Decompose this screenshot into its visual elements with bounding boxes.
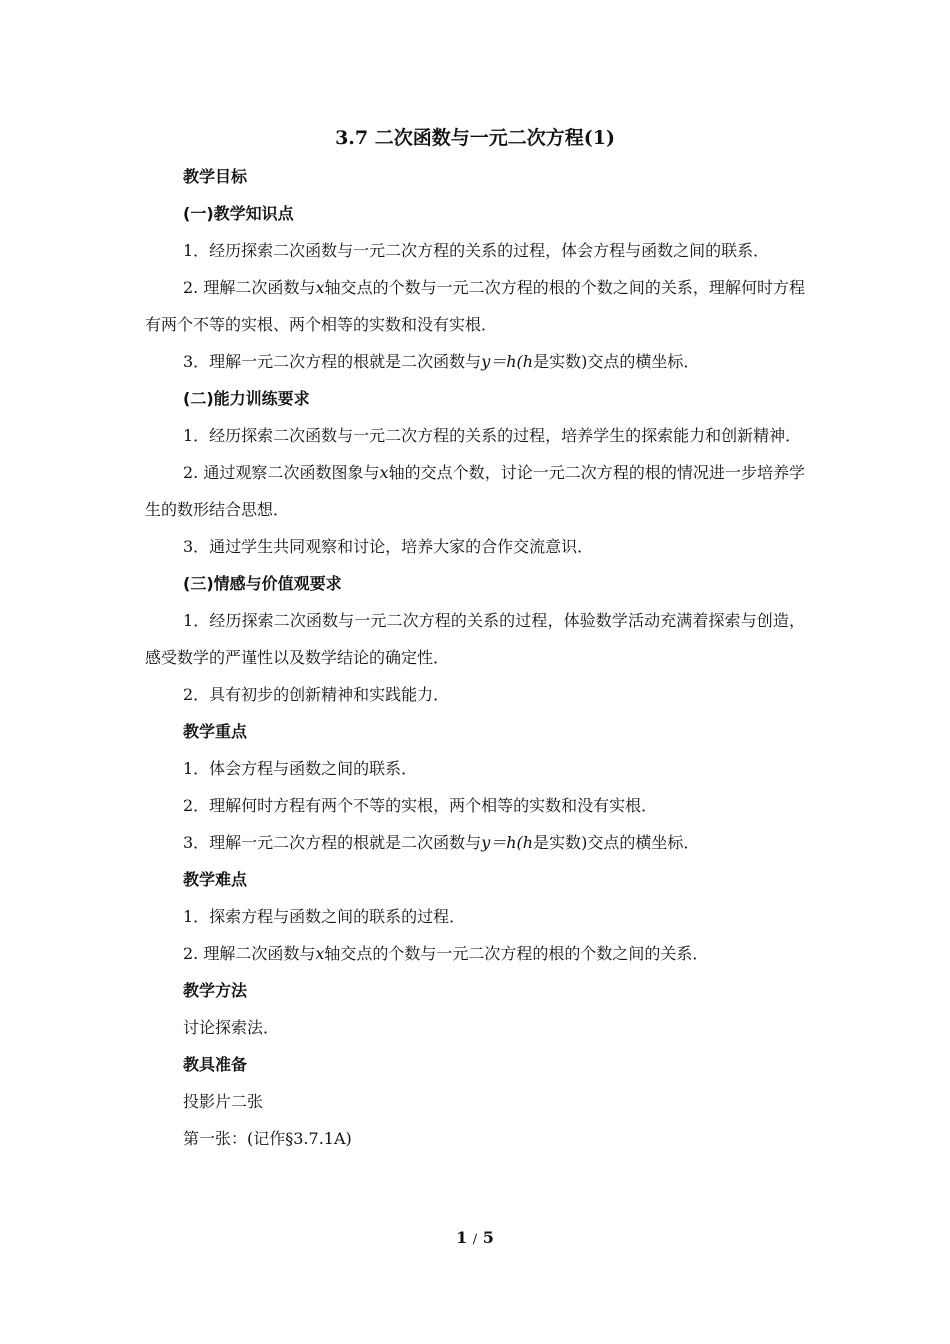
knowledge-item-2	[145, 269, 805, 343]
emotion-item-1: 1．经历探索二次函数与一元二次方程的关系的过程，体验数学活动充满着探索与创造，感受数学的严谨性以及数学结论的确定性．	[145, 611, 805, 667]
difficulty-heading: 教学难点	[183, 870, 248, 889]
keypoints-item-3-text-a: 3．理解一元二次方程的根就是二次函数与	[183, 833, 482, 852]
page-title: 3.7 二次函数与一元二次方程(1)	[335, 127, 615, 149]
ability-item-2-variable: x	[379, 463, 389, 482]
knowledge-item-3	[145, 343, 805, 380]
keypoints-item-3-equation: y＝h(h	[481, 833, 534, 852]
keypoints-item-2: 2．理解何时方程有两个不等的实根，两个相等的实数和没有实根．	[183, 796, 658, 815]
emotion-item-2: 2．具有初步的创新精神和实践能力．	[183, 685, 450, 704]
keypoints-item-3	[145, 824, 805, 861]
knowledge-item-3-equation: y＝h(h	[481, 352, 534, 371]
knowledge-item-2-variable: x	[315, 278, 325, 297]
emotion-heading: (三)情感与价值观要求	[183, 574, 342, 593]
knowledge-item-2-text-a: 2. 理解二次函数与	[183, 278, 316, 297]
knowledge-item-3-text-a: 3．理解一元二次方程的根就是二次函数与	[183, 352, 482, 371]
difficulty-item-2	[145, 935, 805, 972]
ability-item-2-text-b: 轴的交点个数，讨论一元二次方程的根的情况进一步培养学生的数形结合思想．	[145, 463, 805, 519]
page-separator: /	[472, 1232, 478, 1247]
difficulty-item-2-text-a: 2. 理解二次函数与	[183, 944, 316, 963]
method-heading: 教学方法	[183, 981, 248, 1000]
tools-item-2: 第一张：(记作§3.7.1A)	[183, 1129, 352, 1148]
total-page-count: 5	[482, 1228, 494, 1247]
knowledge-heading: (一)教学知识点	[183, 204, 294, 223]
knowledge-item-2-text-b: 轴交点的个数与一元二次方程的根的个数之间的关系，理解何时方程有两个不等的实根、两个相等的实数和没有实根．	[145, 278, 805, 334]
ability-item-2	[145, 454, 805, 528]
keypoints-item-3-text-b: 是实数)交点的横坐标．	[533, 833, 700, 852]
tools-heading: 教具准备	[183, 1055, 248, 1074]
ability-heading: (二)能力训练要求	[183, 389, 310, 408]
keypoints-item-1: 1．体会方程与函数之间的联系．	[183, 759, 418, 778]
document-body	[145, 158, 805, 1157]
method-item-1: 讨论探索法．	[183, 1018, 280, 1037]
objectives-heading: 教学目标	[183, 167, 248, 186]
tools-item-1: 投影片二张	[183, 1092, 264, 1111]
ability-item-3: 3．通过学生共同观察和讨论，培养大家的合作交流意识．	[183, 537, 594, 556]
page-number	[0, 1226, 950, 1252]
keypoints-heading: 教学重点	[183, 722, 248, 741]
current-page-number: 1	[456, 1228, 468, 1247]
difficulty-item-2-variable: x	[315, 944, 325, 963]
knowledge-item-1: 1．经历探索二次函数与一元二次方程的关系的过程，体会方程与函数之间的联系．	[183, 241, 770, 260]
knowledge-item-3-text-b: 是实数)交点的横坐标．	[533, 352, 700, 371]
difficulty-item-1: 1．探索方程与函数之间的联系的过程．	[183, 907, 466, 926]
difficulty-item-2-text-b: 轴交点的个数与一元二次方程的根的个数之间的关系．	[324, 944, 709, 963]
ability-item-1: 1．经历探索二次函数与一元二次方程的关系的过程，培养学生的探索能力和创新精神．	[183, 426, 802, 445]
ability-item-2-text-a: 2. 通过观察二次函数图象与	[183, 463, 380, 482]
